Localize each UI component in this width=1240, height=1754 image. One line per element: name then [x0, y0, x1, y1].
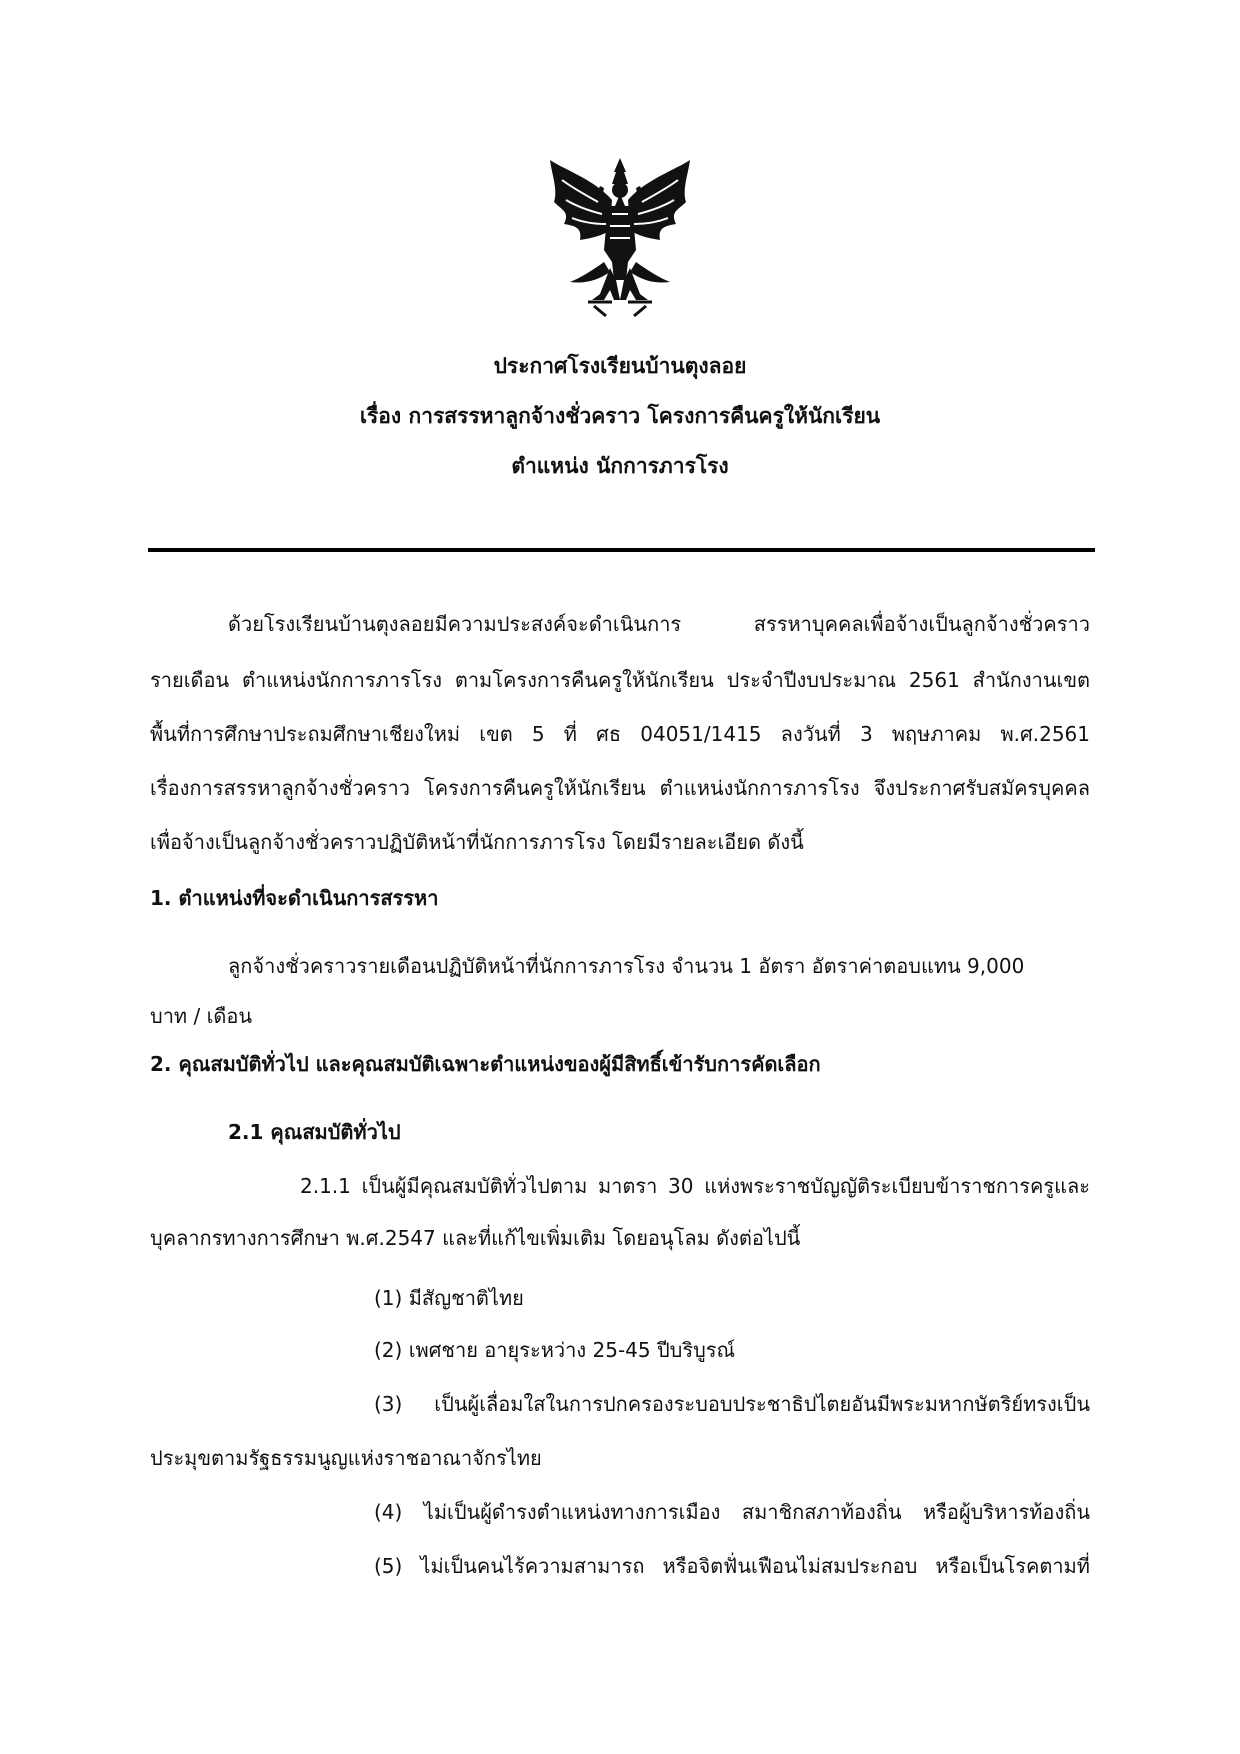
qualification-item-1: (1) มีสัญชาติไทย — [374, 1286, 524, 1310]
item-2-1-1-line-1: 2.1.1 เป็นผู้มีคุณสมบัติทั่วไปตาม มาตรา 30 แห่งพระราชบัญญัติระเบียบข้าราชการครูและ — [300, 1174, 1090, 1198]
announcement-title: ประกาศโรงเรียนบ้านตุงลอย — [493, 354, 747, 378]
item-2-1-1-line-2: บุคลากรทางการศึกษา พ.ศ.2547 และที่แก้ไขเพิ่มเติม โดยอนุโลม ดังต่อไปนี้ — [150, 1226, 801, 1250]
intro-line-4: เรื่องการสรรหาลูกจ้างชั่วคราว โครงการคืนครูให้นักเรียน ตำแหน่งนักการภารโรง จึงประกาศรับสมัครบุคคล — [150, 776, 1090, 800]
garuda-emblem-icon — [540, 150, 700, 320]
qualification-item-3-line-1: (3) เป็นผู้เลื่อมใสในการปกครองระบอบประชาธิปไตยอันมีพระมหากษัตริย์ทรงเป็น — [374, 1392, 1090, 1416]
section-1-line-1: ลูกจ้างชั่วคราวรายเดือนปฏิบัติหน้าที่นักการภารโรง จำนวน 1 อัตรา อัตราค่าตอบแทน 9,000 — [228, 954, 1025, 978]
qualification-item-5: (5) ไม่เป็นคนไร้ความสามารถ หรือจิตฟั่นเฟือนไม่สมประกอบ หรือเป็นโรคตามที่ — [374, 1554, 1090, 1578]
section-2-1-heading: 2.1 คุณสมบัติทั่วไป — [228, 1120, 401, 1144]
intro-line-2: รายเดือน ตำแหน่งนักการภารโรง ตามโครงการคืนครูให้นักเรียน ประจำปีงบประมาณ 2561 สำนักงานเขต — [150, 668, 1090, 692]
intro-line-3: พื้นที่การศึกษาประถมศึกษาเชียงใหม่ เขต 5 ที่ ศธ 04051/1415 ลงวันที่ 3 พฤษภาคม พ.ศ.2561 — [150, 722, 1090, 746]
section-2-heading: 2. คุณสมบัติทั่วไป และคุณสมบัติเฉพาะตำแหน่งของผู้มีสิทธิ์เข้ารับการคัดเลือก — [150, 1052, 821, 1076]
announcement-subject: เรื่อง การสรรหาลูกจ้างชั่วคราว โครงการคืนครูให้นักเรียน — [359, 404, 881, 428]
announcement-position: ตำแหน่ง นักการภารโรง — [511, 454, 729, 478]
section-1-line-2: บาท / เดือน — [150, 1004, 253, 1028]
intro-line-1: ด้วยโรงเรียนบ้านตุงลอยมีความประสงค์จะดำเนินการ สรรหาบุคคลเพื่อจ้างเป็นลูกจ้างชั่วคราว — [228, 612, 1090, 636]
qualification-item-2: (2) เพศชาย อายุระหว่าง 25-45 ปีบริบูรณ์ — [374, 1338, 736, 1362]
header-divider — [148, 548, 1095, 552]
qualification-item-3-line-2: ประมุขตามรัฐธรรมนูญแห่งราชอาณาจักรไทย — [150, 1446, 542, 1470]
qualification-item-4: (4) ไม่เป็นผู้ดำรงตำแหน่งทางการเมือง สมาชิกสภาท้องถิ่น หรือผู้บริหารท้องถิ่น — [374, 1500, 1090, 1524]
section-1-heading: 1. ตำแหน่งที่จะดำเนินการสรรหา — [150, 886, 439, 910]
intro-line-5: เพื่อจ้างเป็นลูกจ้างชั่วคราวปฏิบัติหน้าที่นักการภารโรง โดยมีรายละเอียด ดังนี้ — [150, 830, 804, 854]
